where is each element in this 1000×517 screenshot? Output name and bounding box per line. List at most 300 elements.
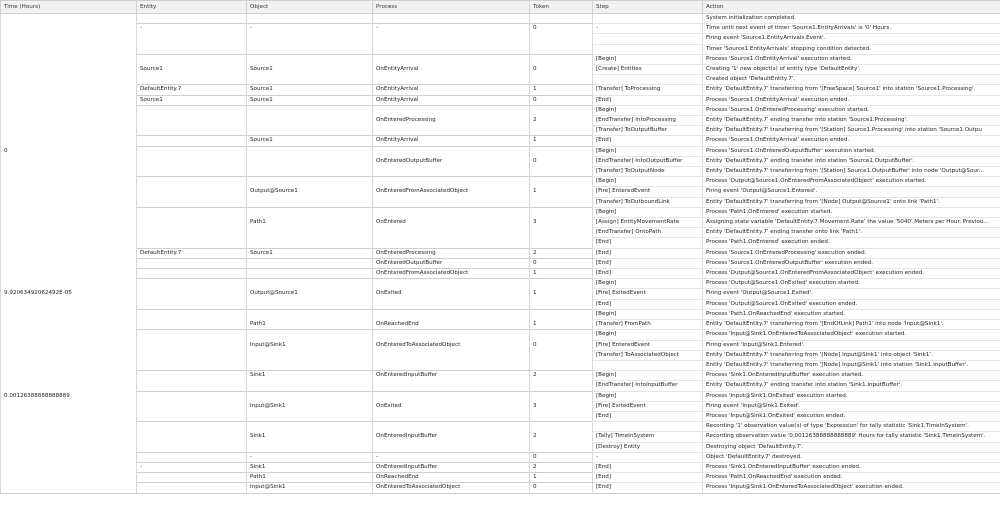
action-cell: Timer 'Source1.EntityArrivals' stopping condition detected.	[703, 44, 1000, 54]
table-row[interactable]	[1, 279, 1000, 289]
entity-cell	[137, 197, 247, 207]
process-cell: OnEnteredInputBuffer	[373, 371, 530, 381]
process-cell	[373, 54, 530, 64]
process-cell: OnEntityArrival	[373, 85, 530, 95]
action-cell: Destroying object 'DefaultEntity.7'.	[703, 442, 1000, 452]
step-cell: [Begin]	[593, 105, 703, 115]
entity-cell	[137, 116, 247, 126]
token-cell	[530, 44, 593, 54]
process-cell	[373, 126, 530, 136]
process-cell	[373, 381, 530, 391]
token-cell: 0	[530, 340, 593, 350]
time-cell: 9.92063492062492E-05	[1, 289, 137, 299]
action-cell: Process 'Input@Sink1.OnExited' execution ended.	[703, 411, 1000, 421]
token-cell: 1	[530, 320, 593, 330]
table-row[interactable]	[1, 452, 1000, 462]
process-cell	[373, 197, 530, 207]
time-cell	[1, 381, 137, 391]
time-cell	[1, 442, 137, 452]
object-cell: Input@Sink1	[247, 401, 373, 411]
process-cell	[373, 167, 530, 177]
time-cell	[1, 269, 137, 279]
object-cell	[247, 207, 373, 217]
object-cell: Output@Source1	[247, 289, 373, 299]
process-cell	[373, 422, 530, 432]
action-cell: Entity 'DefaultEntity.7' transferring from '[FreeSpace] Source1' into station 'Source1.Processing'.	[703, 85, 1000, 95]
time-cell	[1, 95, 137, 105]
action-cell: Process 'Source1.OnEntityArrival' execution started.	[703, 54, 1000, 64]
time-cell	[1, 309, 137, 319]
token-cell: 0	[530, 156, 593, 166]
process-cell	[373, 34, 530, 44]
time-cell	[1, 483, 137, 493]
object-cell	[247, 309, 373, 319]
entity-cell	[137, 309, 247, 319]
token-cell	[530, 360, 593, 370]
action-cell: Process 'Path1.OnReachedEnd' execution started.	[703, 309, 1000, 319]
action-cell: Process 'Path1.OnEntered' execution ended.	[703, 238, 1000, 248]
process-cell: OnEnteredToAssociatedObject	[373, 483, 530, 493]
time-cell	[1, 320, 137, 330]
step-cell: [Begin]	[593, 177, 703, 187]
step-cell: [EndTransfer] IntoProcessing	[593, 116, 703, 126]
entity-cell	[137, 44, 247, 54]
entity-cell	[137, 136, 247, 146]
step-cell: [Assign] EntityMovementRate	[593, 218, 703, 228]
time-cell	[1, 299, 137, 309]
process-cell	[373, 279, 530, 289]
process-cell: -	[373, 452, 530, 462]
table-row[interactable]	[1, 381, 1000, 391]
token-cell	[530, 422, 593, 432]
step-cell	[593, 75, 703, 85]
entity-cell	[137, 126, 247, 136]
token-cell: 2	[530, 432, 593, 442]
action-cell: Entity 'DefaultEntity.7' transferring from '[Node] Input@Sink1' into station 'Sink1.InputBuffer'.	[703, 360, 1000, 370]
table-row[interactable]	[1, 207, 1000, 217]
object-cell: Source1	[247, 136, 373, 146]
step-cell: [Transfer] ToOutboundLink	[593, 197, 703, 207]
object-cell: Output@Source1	[247, 187, 373, 197]
object-cell	[247, 360, 373, 370]
step-cell: [Fire] EnteredEvent	[593, 187, 703, 197]
time-cell	[1, 340, 137, 350]
time-cell	[1, 360, 137, 370]
table-row[interactable]	[1, 218, 1000, 228]
action-cell: Firing event 'Input@Sink1.Entered'.	[703, 340, 1000, 350]
process-cell: OnReachedEnd	[373, 473, 530, 483]
token-cell: 0	[530, 483, 593, 493]
table-row[interactable]	[1, 360, 1000, 370]
object-cell	[247, 146, 373, 156]
object-cell	[247, 330, 373, 340]
action-cell: Firing event 'Input@Sink1.Exited'.	[703, 401, 1000, 411]
time-cell	[1, 167, 137, 177]
column-header-token[interactable]: Token	[530, 1, 593, 14]
entity-cell	[137, 299, 247, 309]
entity-cell	[137, 401, 247, 411]
table-row[interactable]	[1, 320, 1000, 330]
process-cell	[373, 309, 530, 319]
time-cell	[1, 197, 137, 207]
entity-cell: Source1	[137, 65, 247, 75]
process-cell	[373, 75, 530, 85]
action-cell: Process 'Sink1.OnEnteredInputBuffer' execution started.	[703, 371, 1000, 381]
step-cell: [Transfer] ToAssociatedObject	[593, 350, 703, 360]
token-cell: 0	[530, 65, 593, 75]
step-cell: [End]	[593, 462, 703, 472]
time-cell	[1, 75, 137, 85]
table-row[interactable]	[1, 391, 1000, 401]
process-cell	[373, 442, 530, 452]
process-cell: OnEnteredFromAssociatedObject	[373, 187, 530, 197]
time-cell	[1, 116, 137, 126]
time-cell	[1, 207, 137, 217]
action-cell: Process 'Source1.OnEnteredOutputBuffer' execution started.	[703, 146, 1000, 156]
process-cell: OnReachedEnd	[373, 320, 530, 330]
table-row[interactable]	[1, 258, 1000, 268]
time-cell	[1, 401, 137, 411]
step-cell: [Begin]	[593, 309, 703, 319]
time-cell	[1, 371, 137, 381]
entity-cell: DefaultEntity.7	[137, 85, 247, 95]
object-cell	[247, 177, 373, 187]
entity-cell	[137, 34, 247, 44]
entity-cell	[137, 473, 247, 483]
step-cell: [End]	[593, 299, 703, 309]
process-cell	[373, 177, 530, 187]
action-cell: Process 'Input@Sink1.OnEnteredToAssociatedObject' execution ended.	[703, 483, 1000, 493]
table-row[interactable]	[1, 146, 1000, 156]
table-row[interactable]	[1, 167, 1000, 177]
time-cell	[1, 228, 137, 238]
time-cell	[1, 452, 137, 462]
entity-cell	[137, 258, 247, 268]
token-cell: 3	[530, 218, 593, 228]
table-row[interactable]	[1, 299, 1000, 309]
token-cell: 0	[530, 452, 593, 462]
token-cell	[530, 146, 593, 156]
table-row[interactable]	[1, 483, 1000, 493]
table-row[interactable]	[1, 289, 1000, 299]
entity-cell	[137, 269, 247, 279]
token-cell	[530, 442, 593, 452]
object-cell: Path1	[247, 320, 373, 330]
object-cell	[247, 228, 373, 238]
time-cell	[1, 44, 137, 54]
step-cell: [End]	[593, 483, 703, 493]
action-cell: Process 'Source1.OnEntityArrival' execution ended.	[703, 136, 1000, 146]
step-cell	[593, 14, 703, 24]
entity-cell	[137, 432, 247, 442]
action-cell: Recording '1' observation value(s) of type 'Expression' for tally statistic 'Sink1.TimeInSystem'.	[703, 422, 1000, 432]
step-cell: [End]	[593, 473, 703, 483]
column-header-step[interactable]: Step	[593, 1, 703, 14]
object-cell	[247, 350, 373, 360]
table-row[interactable]	[1, 411, 1000, 421]
step-cell: -	[593, 24, 703, 34]
action-cell: Process 'Sink1.OnEnteredInputBuffer' execution ended.	[703, 462, 1000, 472]
action-cell: Process 'Output@Source1.OnExited' execution ended.	[703, 299, 1000, 309]
object-cell: Path1	[247, 218, 373, 228]
object-cell	[247, 14, 373, 24]
time-cell	[1, 432, 137, 442]
object-cell: Source1	[247, 85, 373, 95]
time-cell	[1, 330, 137, 340]
process-cell	[373, 44, 530, 54]
table-row[interactable]	[1, 95, 1000, 105]
object-cell	[247, 34, 373, 44]
table-row[interactable]	[1, 126, 1000, 136]
entity-cell	[137, 371, 247, 381]
table-row[interactable]	[1, 116, 1000, 126]
table-row[interactable]	[1, 248, 1000, 258]
action-cell: Time until next event of timer 'Source1.EntityArrivals' is '0' Hours.	[703, 24, 1000, 34]
entity-cell	[137, 279, 247, 289]
time-cell	[1, 105, 137, 115]
process-cell	[373, 228, 530, 238]
step-cell	[593, 34, 703, 44]
step-cell: [Begin]	[593, 391, 703, 401]
token-cell	[530, 381, 593, 391]
time-cell	[1, 136, 137, 146]
process-cell: OnEnteredFromAssociatedObject	[373, 269, 530, 279]
time-cell	[1, 54, 137, 64]
step-cell: [Begin]	[593, 330, 703, 340]
step-cell: [Tally] TimeInSystem	[593, 432, 703, 442]
action-cell: Firing event 'Output@Source1.Exited'.	[703, 289, 1000, 299]
object-cell	[247, 156, 373, 166]
action-cell: Object 'DefaultEntity.7' destroyed.	[703, 452, 1000, 462]
object-cell: Sink1	[247, 371, 373, 381]
object-cell: Path1	[247, 473, 373, 483]
token-cell	[530, 126, 593, 136]
step-cell: [Fire] EnteredEvent	[593, 340, 703, 350]
token-cell	[530, 228, 593, 238]
process-cell: OnEnteredOutputBuffer	[373, 258, 530, 268]
table-row[interactable]	[1, 54, 1000, 64]
table-row[interactable]	[1, 65, 1000, 75]
action-cell: Entity 'DefaultEntity.7' ending transfer onto link 'Path1'.	[703, 228, 1000, 238]
table-row[interactable]	[1, 75, 1000, 85]
action-cell: Process 'Input@Sink1.OnEnteredToAssociatedObject' execution started.	[703, 330, 1000, 340]
table-row[interactable]	[1, 442, 1000, 452]
step-cell: [EndTransfer] OntoPath	[593, 228, 703, 238]
object-cell	[247, 197, 373, 207]
time-cell	[1, 14, 137, 24]
action-cell: Process 'Source1.OnEntityArrival' execution ended.	[703, 95, 1000, 105]
object-cell	[247, 422, 373, 432]
token-cell	[530, 75, 593, 85]
step-cell: [Fire] ExitedEvent	[593, 289, 703, 299]
table-row[interactable]	[1, 105, 1000, 115]
entity-cell	[137, 238, 247, 248]
table-row[interactable]	[1, 24, 1000, 34]
table-row[interactable]	[1, 136, 1000, 146]
entity-cell: Source1	[137, 95, 247, 105]
token-cell: 2	[530, 116, 593, 126]
action-cell: System initialization completed.	[703, 14, 1000, 24]
time-cell	[1, 34, 137, 44]
step-cell: [EndTransfer] IntoInputBuffer	[593, 381, 703, 391]
column-header-entity[interactable]: Entity	[137, 1, 247, 14]
table-row[interactable]	[1, 238, 1000, 248]
process-cell	[373, 105, 530, 115]
step-cell: [EndTransfer] IntoOutputBuffer	[593, 156, 703, 166]
step-cell: [Begin]	[593, 146, 703, 156]
time-cell	[1, 65, 137, 75]
entity-cell: -	[137, 24, 247, 34]
table-row[interactable]	[1, 462, 1000, 472]
action-cell: Created object 'DefaultEntity.7'.	[703, 75, 1000, 85]
process-cell: OnEntityArrival	[373, 136, 530, 146]
time-cell	[1, 85, 137, 95]
process-cell: OnEntered	[373, 218, 530, 228]
entity-cell	[137, 391, 247, 401]
object-cell	[247, 54, 373, 64]
header-row	[1, 1, 1000, 14]
action-cell: Entity 'DefaultEntity.7' transferring from '[Node] Output@Source1' onto link 'Path1'.	[703, 197, 1000, 207]
table-row[interactable]	[1, 422, 1000, 432]
table-row[interactable]	[1, 269, 1000, 279]
token-cell	[530, 391, 593, 401]
step-cell: [End]	[593, 269, 703, 279]
table-row[interactable]	[1, 401, 1000, 411]
entity-cell	[137, 360, 247, 370]
entity-cell	[137, 105, 247, 115]
step-cell	[593, 422, 703, 432]
table-row[interactable]	[1, 309, 1000, 319]
table-row[interactable]	[1, 340, 1000, 350]
step-cell: [Transfer] ToOutputBuffer	[593, 126, 703, 136]
action-cell: Process 'Source1.OnEnteredProcessing' execution started.	[703, 105, 1000, 115]
step-cell: [Begin]	[593, 371, 703, 381]
entity-cell	[137, 207, 247, 217]
step-cell: [Transfer] ToProcessing	[593, 85, 703, 95]
entity-cell	[137, 218, 247, 228]
step-cell: [End]	[593, 136, 703, 146]
object-cell	[247, 411, 373, 421]
entity-cell	[137, 146, 247, 156]
time-cell	[1, 187, 137, 197]
table-row[interactable]	[1, 14, 1000, 24]
process-cell	[373, 411, 530, 421]
process-cell	[373, 14, 530, 24]
action-cell: Process 'Source1.OnEnteredOutputBuffer' execution ended.	[703, 258, 1000, 268]
token-cell	[530, 279, 593, 289]
column-header-object[interactable]: Object	[247, 1, 373, 14]
object-cell: Source1	[247, 248, 373, 258]
table-row[interactable]	[1, 350, 1000, 360]
column-header-process[interactable]: Process	[373, 1, 530, 14]
action-cell: Entity 'DefaultEntity.7' transferring from '[EndOfLink] Path1' into node 'Input@Sink1'.	[703, 320, 1000, 330]
table-row[interactable]	[1, 473, 1000, 483]
column-header-action[interactable]: Action	[703, 1, 1000, 14]
object-cell: Sink1	[247, 432, 373, 442]
table-row[interactable]	[1, 156, 1000, 166]
time-cell	[1, 258, 137, 268]
process-cell	[373, 391, 530, 401]
process-cell: OnEntityArrival	[373, 95, 530, 105]
step-cell: [Begin]	[593, 54, 703, 64]
entity-cell	[137, 54, 247, 64]
action-cell: Creating '1' new object(s) of entity type 'DefaultEntity'.	[703, 65, 1000, 75]
process-cell: -	[373, 24, 530, 34]
entity-cell	[137, 228, 247, 238]
table-row[interactable]	[1, 85, 1000, 95]
time-cell	[1, 238, 137, 248]
entity-cell	[137, 320, 247, 330]
object-cell	[247, 258, 373, 268]
time-cell	[1, 462, 137, 472]
action-cell: Process 'Input@Sink1.OnExited' execution started.	[703, 391, 1000, 401]
table-row[interactable]	[1, 187, 1000, 197]
table-row[interactable]	[1, 44, 1000, 54]
table-row[interactable]	[1, 371, 1000, 381]
object-cell	[247, 299, 373, 309]
table-row[interactable]	[1, 432, 1000, 442]
time-cell: 0	[1, 146, 137, 156]
action-cell: Assigning state variable 'DefaultEntity.7.Movement.Rate' the value '5040' Meters per Hour. Previou...	[703, 218, 1000, 228]
action-cell: Recording observation value '0.00126388888888889' Hours for tally statistic 'Sink1.TimeInSystem'.	[703, 432, 1000, 442]
entity-cell	[137, 483, 247, 493]
action-cell: Process 'Output@Source1.OnExited' execution started.	[703, 279, 1000, 289]
column-header-time[interactable]: Time (Hours)	[1, 1, 137, 14]
entity-cell	[137, 381, 247, 391]
action-cell: Entity 'DefaultEntity.7' ending transfer into station 'Sink1.InputBuffer'.	[703, 381, 1000, 391]
step-cell: [Transfer] ToOutputNode	[593, 167, 703, 177]
object-cell	[247, 105, 373, 115]
table-row[interactable]	[1, 228, 1000, 238]
action-cell: Entity 'DefaultEntity.7' ending transfer into station 'Source1.OutputBuffer'.	[703, 156, 1000, 166]
object-cell	[247, 44, 373, 54]
token-cell	[530, 167, 593, 177]
table-row[interactable]	[1, 177, 1000, 187]
step-cell: -	[593, 452, 703, 462]
process-cell	[373, 146, 530, 156]
object-cell: -	[247, 24, 373, 34]
entity-cell: DefaultEntity.7	[137, 248, 247, 258]
step-cell: [End]	[593, 95, 703, 105]
time-cell	[1, 279, 137, 289]
token-cell	[530, 197, 593, 207]
token-cell: 1	[530, 85, 593, 95]
token-cell	[530, 207, 593, 217]
table-row[interactable]	[1, 197, 1000, 207]
token-cell	[530, 34, 593, 44]
entity-cell: -	[137, 462, 247, 472]
process-cell: OnEnteredInputBuffer	[373, 432, 530, 442]
step-cell: [Transfer] FromPath	[593, 320, 703, 330]
token-cell: 0	[530, 258, 593, 268]
process-cell: OnExited	[373, 289, 530, 299]
table-row[interactable]	[1, 34, 1000, 44]
step-cell: [End]	[593, 248, 703, 258]
object-cell	[247, 75, 373, 85]
step-cell: [Fire] ExitedEvent	[593, 401, 703, 411]
entity-cell	[137, 411, 247, 421]
step-cell: [End]	[593, 411, 703, 421]
token-cell	[530, 54, 593, 64]
action-cell: Process 'Output@Source1.OnEnteredFromAssociatedObject' execution ended.	[703, 269, 1000, 279]
object-cell	[247, 116, 373, 126]
table-row[interactable]	[1, 330, 1000, 340]
object-cell	[247, 279, 373, 289]
token-cell	[530, 299, 593, 309]
entity-cell	[137, 75, 247, 85]
token-cell	[530, 238, 593, 248]
entity-cell	[137, 14, 247, 24]
